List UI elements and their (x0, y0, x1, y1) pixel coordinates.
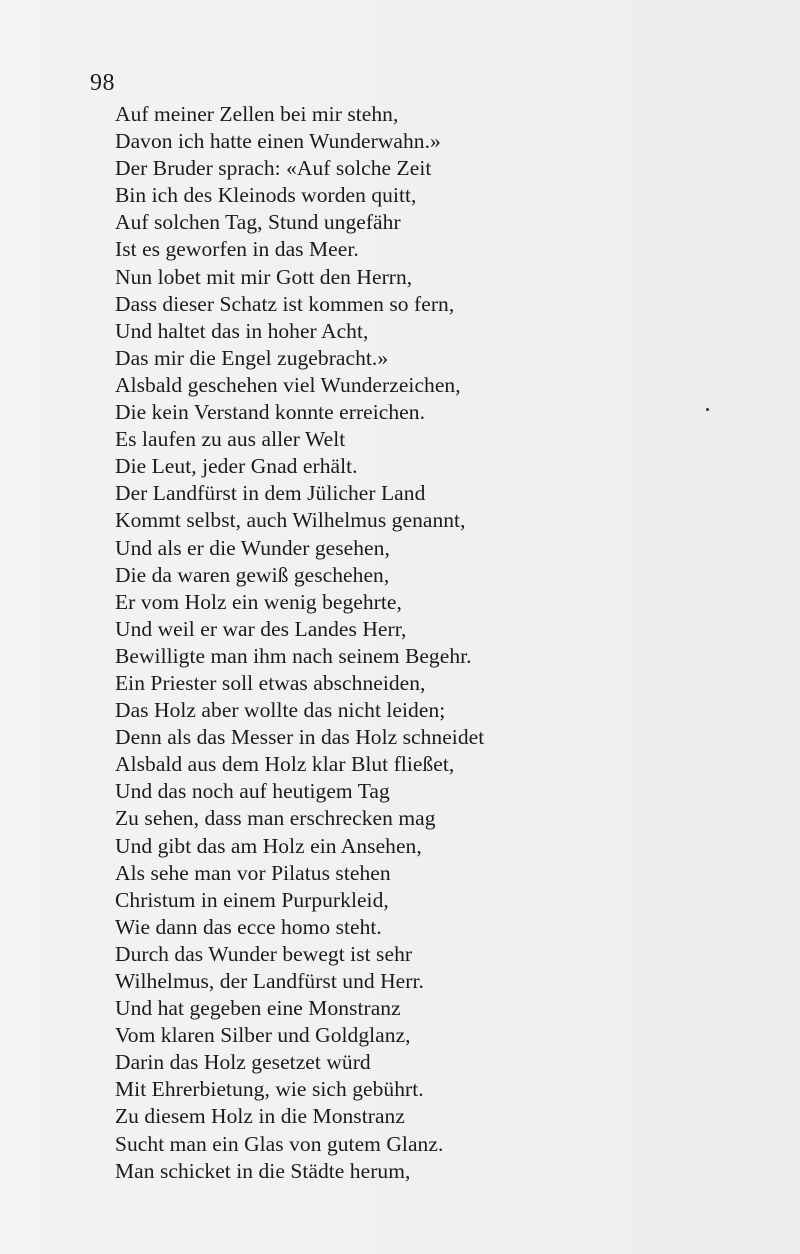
verse-line: Auf meiner Zellen bei mir stehn, (115, 102, 399, 126)
verse-line: Das mir die Engel zugebracht.» (115, 345, 389, 370)
verse-line: Der Landfürst in dem Jülicher Land (115, 481, 426, 506)
verse-line: Man schicket in die Städte herum, (115, 1158, 411, 1183)
verse-line: Die kein Verstand konnte erreichen. (115, 400, 426, 425)
verse-line: Er vom Holz ein wenig begehrte, (115, 589, 402, 614)
verse-line: Durch das Wunder bewegt ist sehr (115, 941, 413, 966)
verse-line: Und haltet das in hoher Acht, (115, 318, 369, 343)
verse-line: Die da waren gewiß geschehen, (115, 562, 390, 587)
verse-line: Christum in einem Purpurkleid, (115, 887, 389, 912)
verse-line: Und hat gegeben eine Monstranz (115, 996, 401, 1021)
verse-line: Bin ich des Kleinods worden quitt, (115, 183, 417, 208)
verse-line: Das Holz aber wollte das nicht leiden; (115, 698, 446, 723)
verse-line: Der Bruder sprach: «Auf solche Zeit (115, 156, 432, 181)
verse-line: Ist es geworfen in das Meer. (115, 237, 359, 262)
verse-line: Auf solchen Tag, Stund ungefähr (115, 210, 401, 235)
verse-line: Und als er die Wunder gesehen, (115, 535, 390, 560)
verse-line: Sucht man ein Glas von gutem Glanz. (115, 1131, 444, 1156)
verse-line: Mit Ehrerbietung, wie sich gebührt. (115, 1077, 424, 1102)
page-number: 98 (90, 70, 115, 96)
verse-line: Und gibt das am Holz ein Ansehen, (115, 833, 422, 858)
verse-line: Dass dieser Schatz ist kommen so fern, (115, 291, 455, 316)
verse-line: Alsbald aus dem Holz klar Blut fließet, (115, 752, 455, 777)
verse-line: Vom klaren Silber und Goldglanz, (115, 1023, 411, 1048)
verse-line: Nun lobet mit mir Gott den Herrn, (115, 264, 413, 289)
verse-line: Wie dann das ecce homo steht. (115, 914, 382, 939)
verse-line: Wilhelmus, der Landfürst und Herr. (115, 969, 424, 993)
verse-line: Alsbald geschehen viel Wunderzeichen, (115, 372, 461, 397)
verse-line: Als sehe man vor Pilatus stehen (115, 860, 391, 885)
verse-line: Denn als das Messer in das Holz schneidet (115, 725, 485, 750)
verse-line: Zu diesem Holz in die Monstranz (115, 1104, 405, 1129)
verse-line: Darin das Holz gesetzet würd (115, 1050, 371, 1075)
verse-line: Zu sehen, dass man erschrecken mag (115, 806, 436, 831)
verse-line: Die Leut, jeder Gnad erhält. (115, 454, 358, 479)
verse-line: Und weil er war des Landes Herr, (115, 616, 407, 641)
stray-dot (706, 408, 709, 411)
verse-line: Kommt selbst, auch Wilhelmus genannt, (115, 508, 466, 533)
verse-line: Es laufen zu aus aller Welt (115, 427, 346, 452)
verse-line: Davon ich hatte einen Wunderwahn.» (115, 129, 441, 154)
verse-text (115, 101, 484, 1185)
verse-line: Bewilligte man ihm nach seinem Begehr. (115, 643, 472, 668)
verse-line: Und das noch auf heutigem Tag (115, 779, 390, 804)
verse-line: Ein Priester soll etwas abschneiden, (115, 670, 426, 695)
